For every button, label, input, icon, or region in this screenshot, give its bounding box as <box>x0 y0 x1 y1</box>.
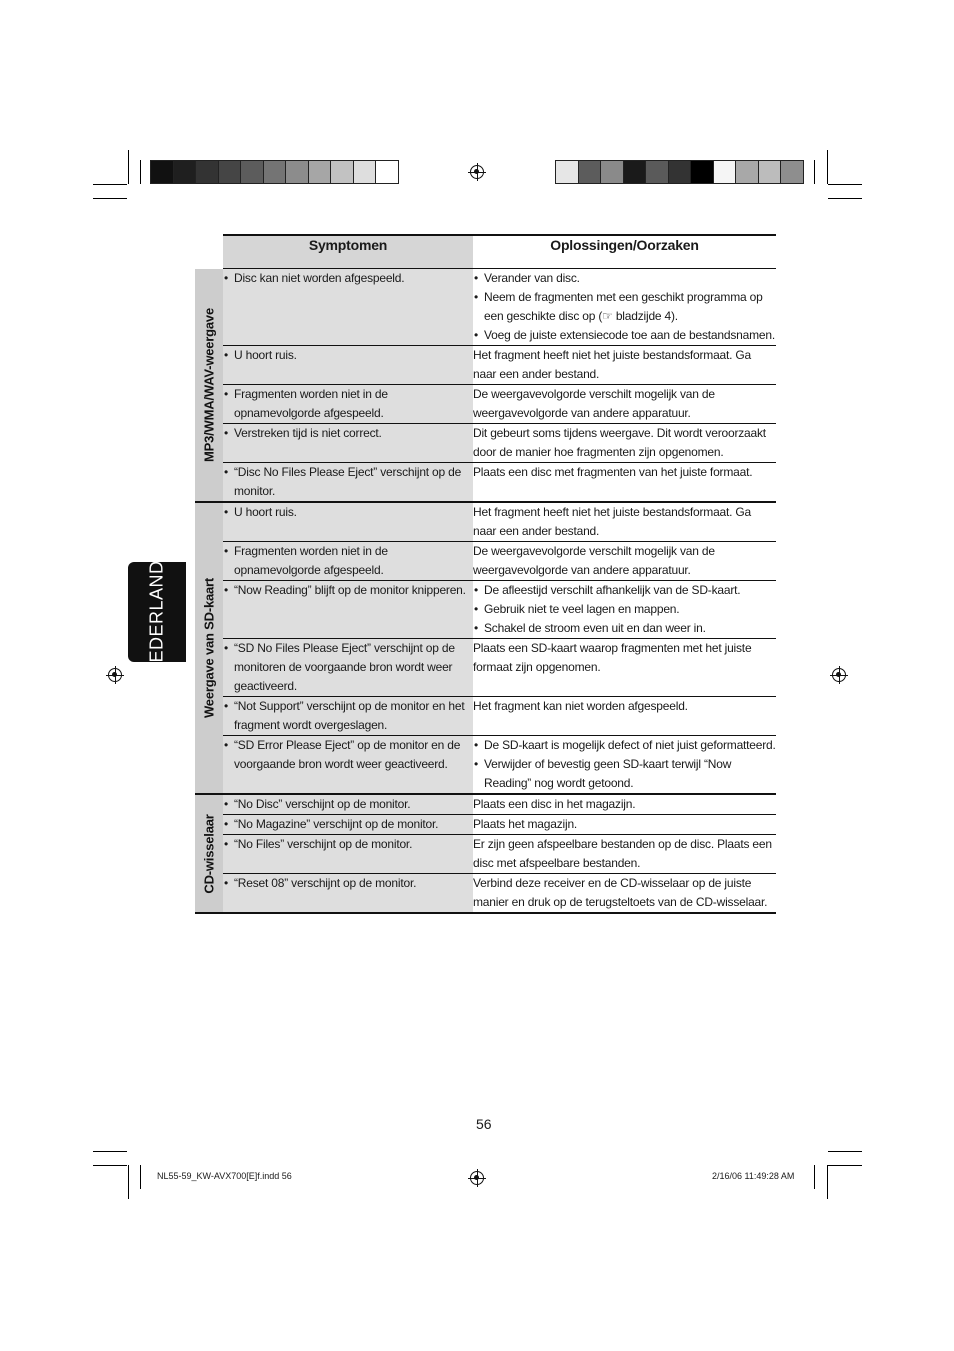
header-blank <box>195 235 223 269</box>
crop-mark <box>128 1165 129 1199</box>
solution-cell <box>473 639 776 697</box>
symptom-text: • Fragmenten worden niet in de opnamevolgorde afgespeeld. <box>223 385 473 423</box>
solution-cell <box>473 346 776 385</box>
symptom-text: • “No Magazine” verschijnt op de monitor. <box>223 815 473 834</box>
symptom-cell <box>223 874 473 914</box>
list-item: • De afleestijd verschilt afhankelijk van de SD-kaart. <box>473 581 776 600</box>
troubleshooting-table <box>195 234 776 914</box>
solution-cell <box>473 835 776 874</box>
list-item: • Verander van disc. <box>473 269 776 288</box>
registration-mark-icon <box>832 668 846 682</box>
cell-text: De weergavevolgorde verschilt mogelijk van de weergavevolgorde van andere apparatuur. <box>473 387 715 420</box>
bullet-list <box>223 697 473 735</box>
list-item: • Schakel de stroom even uit en dan weer in. <box>473 619 776 638</box>
bullet-list <box>223 346 473 365</box>
crop-mark <box>93 1151 127 1152</box>
solution-cell <box>473 815 776 835</box>
header-solutions: Oplossingen/Oorzaken <box>473 235 776 269</box>
category-cell <box>195 502 223 794</box>
color-swatch <box>264 161 287 183</box>
table-row <box>195 835 776 874</box>
header-symptoms: Symptomen <box>223 235 473 269</box>
bullet-list <box>223 835 473 854</box>
crop-mark <box>828 1151 862 1152</box>
bullet-list <box>473 736 776 793</box>
solution-cell <box>473 736 776 795</box>
symptom-text: • “No Files” verschijnt op de monitor. <box>223 835 473 854</box>
table-row <box>195 794 776 815</box>
solution-cell <box>473 385 776 424</box>
solution-cell <box>473 794 776 815</box>
symptom-cell <box>223 502 473 542</box>
color-swatch <box>376 161 398 183</box>
registration-mark-icon <box>108 668 122 682</box>
symptom-cell <box>223 815 473 835</box>
category-label: CD-wisselaar <box>201 813 217 894</box>
crop-mark <box>93 1165 127 1166</box>
solution-cell <box>473 874 776 914</box>
bullet-list <box>223 385 473 423</box>
footer-file: NL55-59_KW-AVX700[E]f.indd 56 <box>157 1171 292 1181</box>
color-swatch <box>669 161 692 183</box>
color-swatch <box>691 161 714 183</box>
page-number: 56 <box>476 1116 492 1132</box>
cell-text: Het fragment heeft niet het juiste bestandsformaat. Ga naar een ander bestand. <box>473 505 752 538</box>
cell-text: Het fragment kan niet worden afgespeeld. <box>473 699 688 713</box>
registration-mark-icon <box>470 1171 484 1185</box>
color-swatch <box>241 161 264 183</box>
table-row <box>195 385 776 424</box>
table-row <box>195 542 776 581</box>
symptom-cell <box>223 385 473 424</box>
list-item: • Verwijder of bevestig geen SD-kaart terwijl “Now Reading” nog wordt getoond. <box>473 755 776 793</box>
color-swatch <box>219 161 242 183</box>
crop-mark <box>140 160 141 184</box>
cell-text: Dit gebeurt soms tijdens weergave. Dit wordt veroorzaakt door de manier hoe fragmenten zijn opgenomen. <box>473 426 766 459</box>
symptom-cell <box>223 835 473 874</box>
color-swatch <box>646 161 669 183</box>
symptom-cell <box>223 581 473 639</box>
language-tab <box>128 547 186 677</box>
table-row <box>195 639 776 697</box>
symptom-text: • U hoort ruis. <box>223 503 473 522</box>
solution-cell <box>473 542 776 581</box>
color-swatch <box>579 161 602 183</box>
bullet-list <box>223 463 473 501</box>
crop-mark <box>128 150 129 184</box>
symptom-text: • Disc kan niet worden afgespeeld. <box>223 269 473 288</box>
cell-text: Plaats het magazijn. <box>473 817 578 831</box>
symptom-cell <box>223 463 473 503</box>
color-swatch <box>151 161 174 183</box>
bullet-list <box>223 581 473 600</box>
category-label: MP3/WMA/WAV-weergave <box>201 307 217 462</box>
color-swatch <box>759 161 782 183</box>
symptom-cell <box>223 736 473 795</box>
table-row <box>195 269 776 346</box>
solution-cell <box>473 502 776 542</box>
symptom-text: • U hoort ruis. <box>223 346 473 365</box>
table-row <box>195 502 776 542</box>
bullet-list <box>223 639 473 696</box>
list-item: • De SD-kaart is mogelijk defect of niet juist geformatteerd. <box>473 736 776 755</box>
bullet-list <box>223 269 473 288</box>
color-calibration-bar-left <box>150 160 399 184</box>
color-swatch <box>174 161 197 183</box>
symptom-cell <box>223 424 473 463</box>
category-cell <box>195 794 223 913</box>
color-swatch <box>781 161 803 183</box>
color-calibration-bar-right <box>555 160 804 184</box>
crop-mark <box>814 1165 815 1189</box>
language-tab-label: NEDERLANDS <box>146 547 167 677</box>
solution-cell <box>473 581 776 639</box>
solution-cell <box>473 697 776 736</box>
table-row <box>195 463 776 503</box>
table-row <box>195 424 776 463</box>
table-row <box>195 346 776 385</box>
cell-text: Plaats een disc met fragmenten van het juiste formaat. <box>473 465 753 479</box>
crop-mark <box>828 1165 862 1166</box>
color-swatch <box>714 161 737 183</box>
color-swatch <box>331 161 354 183</box>
bullet-list <box>223 503 473 522</box>
cell-text: Er zijn geen afspeelbare bestanden op de disc. Plaats een disc met afspeelbare bestanden. <box>473 837 772 870</box>
crop-mark <box>93 198 127 199</box>
symptom-text: • “Reset 08” verschijnt op de monitor. <box>223 874 473 893</box>
category-label: Weergave van SD-kaart <box>201 577 217 719</box>
table-row <box>195 874 776 914</box>
color-swatch <box>736 161 759 183</box>
crop-mark <box>827 1165 828 1199</box>
bullet-list <box>223 815 473 834</box>
symptom-cell <box>223 794 473 815</box>
symptom-cell <box>223 542 473 581</box>
crop-mark <box>140 1165 141 1189</box>
symptom-cell <box>223 269 473 346</box>
bullet-list <box>223 542 473 580</box>
symptom-text: • “Disc No Files Please Eject” verschijnt op de monitor. <box>223 463 473 501</box>
symptom-text: • “SD Error Please Eject” op de monitor en de voorgaande bron wordt weer geactiveerd. <box>223 736 473 774</box>
footer-date: 2/16/06 11:49:28 AM <box>712 1171 795 1181</box>
list-item: • Voeg de juiste extensiecode toe aan de bestandsnamen. <box>473 326 776 345</box>
table-row <box>195 736 776 795</box>
crop-mark <box>93 184 127 185</box>
table-row <box>195 581 776 639</box>
color-swatch <box>354 161 377 183</box>
bullet-list <box>223 795 473 814</box>
category-cell <box>195 269 223 503</box>
symptom-text: • Fragmenten worden niet in de opnamevolgorde afgespeeld. <box>223 542 473 580</box>
symptom-text: • “Not Support” verschijnt op de monitor en het fragment wordt overgeslagen. <box>223 697 473 735</box>
list-item: • Neem de fragmenten met een geschikt programma op een geschikte disc op (☞ bladzijde 4). <box>473 288 776 326</box>
cell-text: De weergavevolgorde verschilt mogelijk van de weergavevolgorde van andere apparatuur. <box>473 544 715 577</box>
symptom-cell <box>223 697 473 736</box>
registration-mark-icon <box>470 165 484 179</box>
table-row <box>195 697 776 736</box>
color-swatch <box>309 161 332 183</box>
symptom-text: • Verstreken tijd is niet correct. <box>223 424 473 443</box>
bullet-list <box>223 424 473 443</box>
solution-cell <box>473 463 776 503</box>
table-header-row <box>195 235 776 269</box>
symptom-text: • “Now Reading” blijft op de monitor knipperen. <box>223 581 473 600</box>
color-swatch <box>556 161 579 183</box>
bullet-list <box>223 874 473 893</box>
crop-mark <box>828 184 862 185</box>
color-swatch <box>286 161 309 183</box>
solution-cell <box>473 424 776 463</box>
crop-mark <box>828 198 862 199</box>
color-swatch <box>624 161 647 183</box>
bullet-list <box>473 581 776 638</box>
table-row <box>195 815 776 835</box>
color-swatch <box>196 161 219 183</box>
cell-text: Het fragment heeft niet het juiste bestandsformaat. Ga naar een ander bestand. <box>473 348 752 381</box>
symptom-cell <box>223 639 473 697</box>
list-item: • Gebruik niet te veel lagen en mappen. <box>473 600 776 619</box>
bullet-list <box>473 269 776 345</box>
symptom-text: • “No Disc” verschijnt op de monitor. <box>223 795 473 814</box>
cell-text: Plaats een SD-kaart waarop fragmenten met het juiste formaat zijn opgenomen. <box>473 641 752 674</box>
cell-text: Verbind deze receiver en de CD-wisselaar op de juiste manier en druk op de terugsteltoets van de CD-wisselaar. <box>473 876 768 909</box>
solution-cell <box>473 269 776 346</box>
color-swatch <box>601 161 624 183</box>
bullet-list <box>223 736 473 774</box>
cell-text: Plaats een disc in het magazijn. <box>473 797 636 811</box>
symptom-cell <box>223 346 473 385</box>
crop-mark <box>827 150 828 184</box>
crop-mark <box>814 160 815 184</box>
symptom-text: • “SD No Files Please Eject” verschijnt op de monitoren de voorgaande bron wordt weer geactiveerd. <box>223 639 473 696</box>
